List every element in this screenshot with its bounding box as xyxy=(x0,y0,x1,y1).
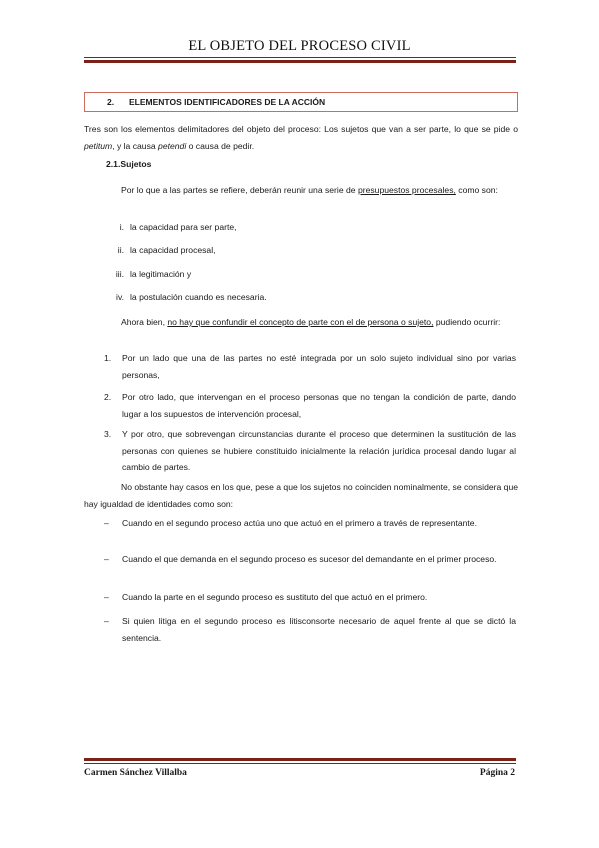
list-text: la capacidad para ser parte, xyxy=(130,222,237,232)
para1-lead: Por lo que a las partes se refiere, deberán reunir una serie de xyxy=(121,185,358,195)
list-marker: 3. xyxy=(104,429,112,439)
list-marker: – xyxy=(104,592,109,602)
list-item xyxy=(104,389,516,422)
list-marker: ii. xyxy=(117,245,124,255)
list-marker: iv. xyxy=(116,292,124,302)
list-text: Si quien litiga en el segundo proceso es litisconsorte necesario de aquel frente al que se dictó la sentencia. xyxy=(122,616,516,643)
list-marker: – xyxy=(104,518,109,528)
para2-tail: pudiendo ocurrir: xyxy=(433,317,501,327)
para-no-obstante: No obstante hay casos en los que, pese a que los sujetos no coinciden nominalmente, se considera que hay igualdad de identidades como son: xyxy=(84,482,518,509)
section-heading-box xyxy=(84,92,518,112)
subsection-title: 2.1.Sujetos xyxy=(106,159,152,169)
para2-lead: Ahora bien, xyxy=(121,317,168,327)
intro-petendi: petendi xyxy=(158,140,187,151)
footer-rule-thick xyxy=(84,758,516,761)
presupuestos-procesales-text: presupuestos procesales, xyxy=(357,185,456,195)
list-item xyxy=(104,551,516,568)
header-rule-thin xyxy=(84,57,516,58)
footer-author: Carmen Sánchez Villalba xyxy=(84,768,187,778)
list-text: Cuando la parte en el segundo proceso es sustituto del que actuó en el primero. xyxy=(122,592,428,602)
intro-part3: o causa de pedir. xyxy=(186,140,255,151)
list-text: Por otro lado, que intervengan en el proceso personas que no tengan la condición de parte, dando lugar a los supuestos de intervención procesal, xyxy=(122,392,516,419)
list-item xyxy=(104,515,516,532)
intro-line1: Tres son los elementos delimitadores del objeto del proceso: Los sujetos que van a ser parte, xyxy=(84,124,452,134)
intro-petitum: petitum xyxy=(84,140,113,151)
list-text: la legitimación y xyxy=(130,269,192,279)
list-text: la capacidad procesal, xyxy=(130,245,216,255)
list-item xyxy=(104,613,516,646)
list-text: Por un lado que una de las partes no esté integrada por un solo sujeto individual sino por varias personas, xyxy=(122,353,516,380)
list-marker: 2. xyxy=(104,392,112,402)
section-number: 2. xyxy=(107,97,115,107)
intro-part1: lo que se pide o xyxy=(454,124,518,134)
intro-paragraph xyxy=(84,121,518,154)
list-item xyxy=(104,350,516,383)
list-text: Cuando el que demanda en el segundo proceso es sucesor del demandante en el primer proceso. xyxy=(122,554,497,564)
list-item xyxy=(104,589,516,606)
header-rule-thick xyxy=(84,60,516,63)
footer-rule-thin xyxy=(84,763,516,764)
intro-part2: , y la causa xyxy=(112,140,159,151)
list-text: Cuando en el segundo proceso actúa uno que actuó en el primero a través de representante. xyxy=(122,518,477,528)
header-title: EL OBJETO DEL PROCESO CIVIL xyxy=(188,38,411,54)
list-text: la postulación cuando es necesaria. xyxy=(130,292,267,302)
para-presupuestos xyxy=(84,182,518,199)
list-marker: 1. xyxy=(104,353,112,363)
list-text: Y por otro, que sobrevengan circunstancias durante el proceso que determinen la sustitución de las personas con quienes se hubiere constituido inicialmente la relación jurídica procesal dando lugar al cambio de partes. xyxy=(122,429,516,472)
concepto-parte-text: no hay que confundir el concepto de parte con el de persona o sujeto, xyxy=(167,317,434,327)
list-marker: iii. xyxy=(115,269,124,279)
para1-tail: como son: xyxy=(455,185,498,195)
list-marker: i. xyxy=(119,222,124,232)
list-item xyxy=(104,426,516,476)
para-ahora-bien xyxy=(84,314,518,331)
list-marker: – xyxy=(104,554,109,564)
footer-page-number: Página 2 xyxy=(479,768,515,778)
section-title: ELEMENTOS IDENTIFICADORES DE LA ACCIÓN xyxy=(129,97,326,107)
list-marker: – xyxy=(104,616,109,626)
